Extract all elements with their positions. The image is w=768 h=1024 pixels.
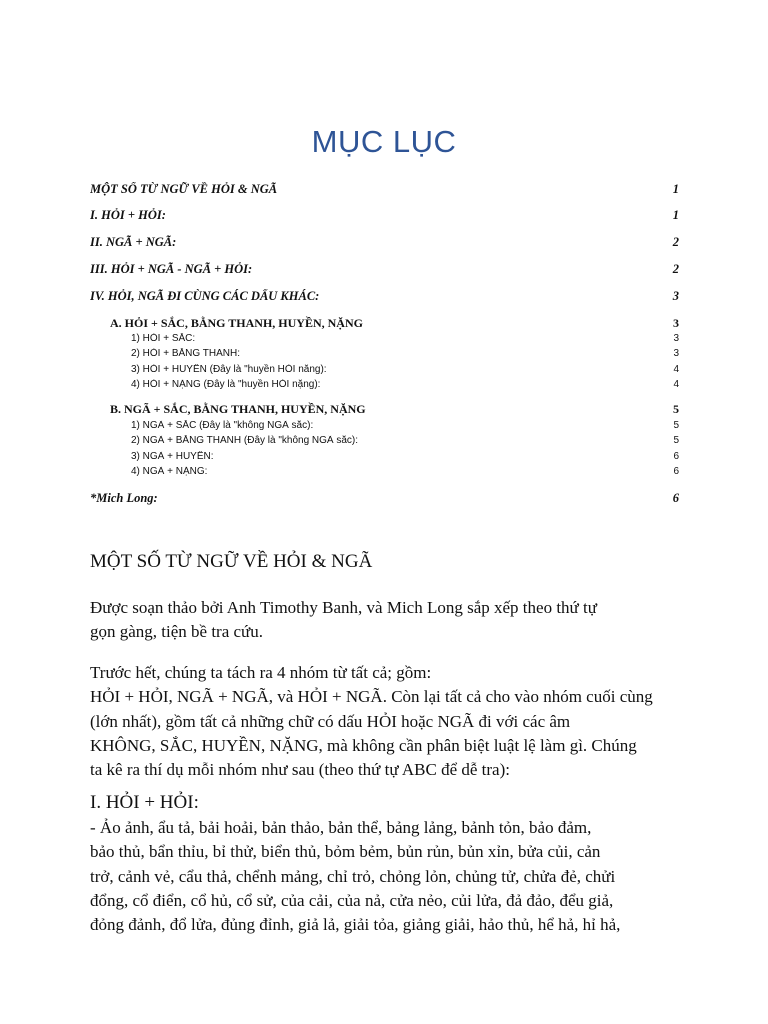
text-line: gọn gàng, tiện bề tra cứu. [90,622,264,642]
text-line: Trước hết, chúng ta tách ra 4 nhóm từ tất cả; gồm: [90,663,432,682]
toc-page: 2 [672,262,679,276]
toc-page: 3 [673,348,679,359]
toc-page: 1 [672,182,679,196]
text-line: (lớn nhất), gồm tất cả những chữ có dấu HỎI hoặc NGÃ đi với các âm [90,711,571,731]
toc-entry[interactable] [90,289,679,304]
toc-entry-text: III. HỎI + NGÃ - NGÃ + HỎI: [90,262,253,276]
toc-entry[interactable] [90,491,679,506]
toc-entry[interactable] [90,262,679,277]
toc-title: MỤC LỤC [311,124,457,159]
text-line: Được soạn thảo bởi Anh Timothy Banh, và Mich Long sắp xếp theo thứ tự [90,598,597,617]
text-line: KHÔNG, SẮC, HUYỀN, NẶNG, mà không cần phân biệt luật lệ làm gì. Chúng [90,735,637,755]
toc-entry[interactable] [110,402,679,417]
toc-page: 3 [672,289,679,303]
toc-entry-text: 3) HỎI + HUYỀN (Đây là "huyền HỎI năng): [131,364,327,375]
toc-page: 6 [673,451,679,462]
text-line: HỎI + HỎI, NGÃ + NGÃ, và HỎI + NGÃ. Còn lại tất cả cho vào nhóm cuối cùng [90,687,653,707]
text-line: bảo thủ, bẩn thỉu, bỉ thử, biển thủ, bỏm bẻm, bủn rủn, bủn xỉn, bửa củi, cản [90,842,601,862]
toc-page: 6 [672,491,679,505]
explanation-paragraph [90,661,690,782]
toc-entry[interactable] [131,348,679,359]
toc-entry[interactable] [131,364,679,375]
toc-entry[interactable] [131,379,679,390]
toc-entry-text: 4) HỎI + NẶNG (Đây là "huyền HỎI nặng): [131,379,321,390]
toc-entry-text: 3) NGÃ + HUYỀN: [131,451,214,462]
toc-page: 5 [673,402,679,416]
toc-entry[interactable] [90,235,679,250]
toc-entry-text: *Mich Long: [90,491,158,505]
toc-entry-text: 2) NGÃ + BẰNG THANH (Đây là "không NGÃ sắc): [131,435,359,446]
text-line: trở, cảnh vẻ, cẩu thả, chểnh mảng, chỉ trỏ, chỏng lỏn, chủng tử, chửa đẻ, chửi [90,866,616,886]
text-line: đỏng đảnh, đổ lửa, đủng đỉnh, giả lả, giải tỏa, giảng giải, hảo thủ, hể hả, hỉ hả, [90,915,621,935]
toc-entry[interactable] [110,316,679,331]
toc-page: 1 [672,208,679,222]
text-line: ta kê ra thí dụ mỗi nhóm như sau (theo thứ tự ABC để dễ tra): [90,760,510,780]
toc-entry[interactable] [90,208,679,223]
toc-page: 3 [673,333,679,344]
text-line: - Ảo ảnh, ẩu tả, bải hoải, bản thảo, bản thể, bảng lảng, bảnh tỏn, bảo đảm, [90,818,592,837]
section-heading-main: MỘT SỐ TỪ NGỮ VỀ HỎI & NGÃ [90,551,373,572]
toc-entry-text: 2) HỎI + BẰNG THANH: [131,348,241,359]
toc-entry[interactable] [131,466,679,477]
toc-entry-text: 4) NGÃ + NẶNG: [131,466,208,477]
hoi-hoi-word-list [90,816,690,937]
toc-entry-text: II. NGÃ + NGÃ: [90,235,177,249]
toc-entry-text: MỘT SỐ TỪ NGỮ VỀ HỎI & NGÃ [90,182,278,196]
toc-page: 3 [673,316,679,330]
toc-entry-text: 1) HỎI + SẮC: [131,333,196,344]
toc-entry-text: B. NGÃ + SẮC, BẰNG THANH, HUYỀN, NẶNG [110,402,366,416]
toc-page: 6 [673,466,679,477]
toc-entry-text: 1) NGÃ + SẮC (Đây là "không NGÃ sắc): [131,420,314,431]
toc-page: 4 [673,364,679,375]
toc-entry[interactable] [90,182,679,197]
toc-page: 4 [673,379,679,390]
toc-entry[interactable] [131,420,679,431]
toc-entry-text: I. HỎI + HỎI: [90,208,166,222]
text-line: đổng, cổ điển, cổ hủ, cổ sử, của cải, của nả, cửa nẻo, củi lửa, đả đảo, đểu giả, [90,890,614,910]
toc-page: 2 [672,235,679,249]
toc-entry[interactable] [131,435,679,446]
toc-page: 5 [673,420,679,431]
toc-entry-text: A. HỎI + SẮC, BẰNG THANH, HUYỀN, NẶNG [110,316,363,330]
toc-entry[interactable] [131,333,679,344]
section-heading-hoi-hoi: I. HỎI + HỎI: [90,792,199,813]
intro-paragraph [90,596,690,645]
toc-entry[interactable] [131,451,679,462]
toc-entry-text: IV. HỎI, NGÃ ĐI CÙNG CÁC DẤU KHÁC: [90,289,320,303]
toc-page: 5 [673,435,679,446]
